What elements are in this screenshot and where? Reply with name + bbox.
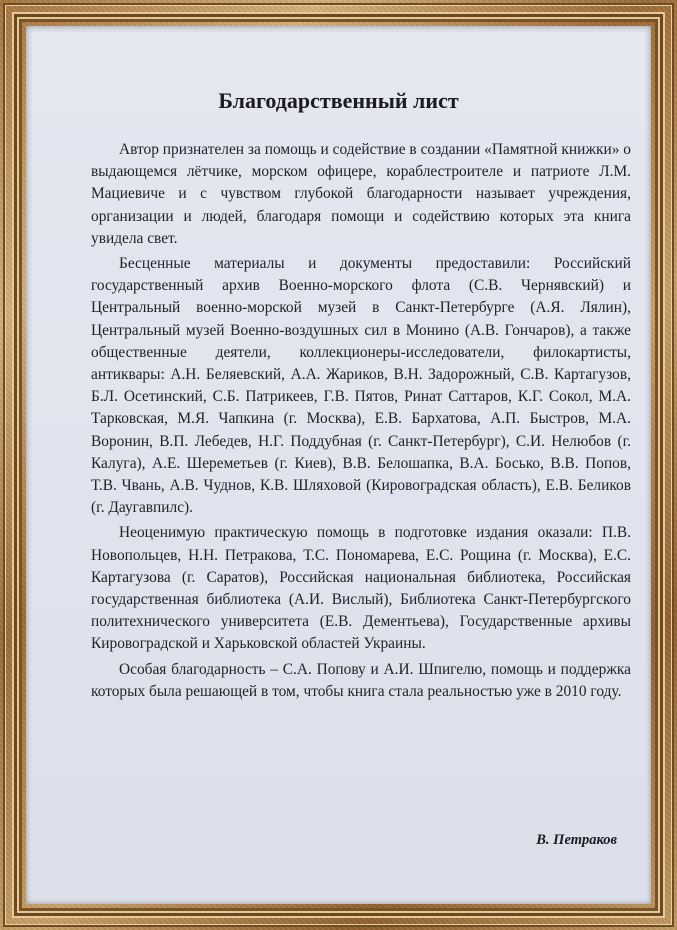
- paragraph-special-thanks: Особая благодарность – С.А. Попову и А.И. Шпигелю, помощь и поддержка которых была решающей в том, чтобы книга стала реальностью уже в 2010 году.: [91, 660, 631, 700]
- document-body: [91, 139, 631, 706]
- author-signature: В. Петраков: [536, 832, 617, 848]
- paragraph-practical-help: Неоценимую практическую помощь в подготовке издания оказали: П.В. Новопольцев, Н.Н. Петракова, Т.С. Пономарева, Е.С. Рощина (г. Москва), Е.С. Картагузова (г. Саратов), Российская национальная библиотека, Российская государственная библиотека (А.И. Вислый), Библиотека Санкт-Петербургского политехнического университета (Е.В. Дементьева), Государственные архивы Кировоградской и Харьковской областей Украины.: [91, 524, 631, 653]
- paragraph-materials: Бесценные материалы и документы предоставили: Российский государственный архив Военно-морского флота (С.В. Чернявский) и Центральный военно-морской музей в Санкт-Петербурге (А.Я. Лялин), Центральный музей Военно-воздушных сил в Монино (А.В. Гончаров), а также общественные деятели, коллекционеры-исследователи, филокартисты, антиквары: А.Н. Беляевский, А.А. Жариков, В.Н. Задорожный, С.В. Картагузов, Б.Л. Осетинский, С.Б. Патрикеев, Г.В. Пятов, Ринат Саттаров, К.Г. Сокол, М.А. Тарковская, М.Я. Чапкина (г. Москва), Е.В. Бархатова, А.П. Быстров, М.А. Воронин, В.П. Лебедев, Н.Г. Поддубная (г. Санкт-Петербург), С.И. Нелюбов (г. Калуга), А.Е. Шереметьев (г. Киев), В.В. Белошапка, В.А. Босько, В.В. Попов, Т.В. Чвань, А.В. Чуднов, К.В. Шляховой (Кировоградская область), Е.В. Беликов (г. Даугавпилс).: [91, 255, 631, 517]
- document-title: Благодарственный лист: [218, 88, 459, 113]
- document-page: [32, 32, 645, 898]
- paragraph-intro: Автор признателен за помощь и содействие в создании «Памятной книжки» о выдающемся лётчике, морском офицере, кораблестроителе и патриоте Л.М. Мациевиче и с чувством глубокой благодарности называет учреждения, организации и людей, благодаря помощи и содействию которых эта книга увидела свет.: [91, 141, 631, 247]
